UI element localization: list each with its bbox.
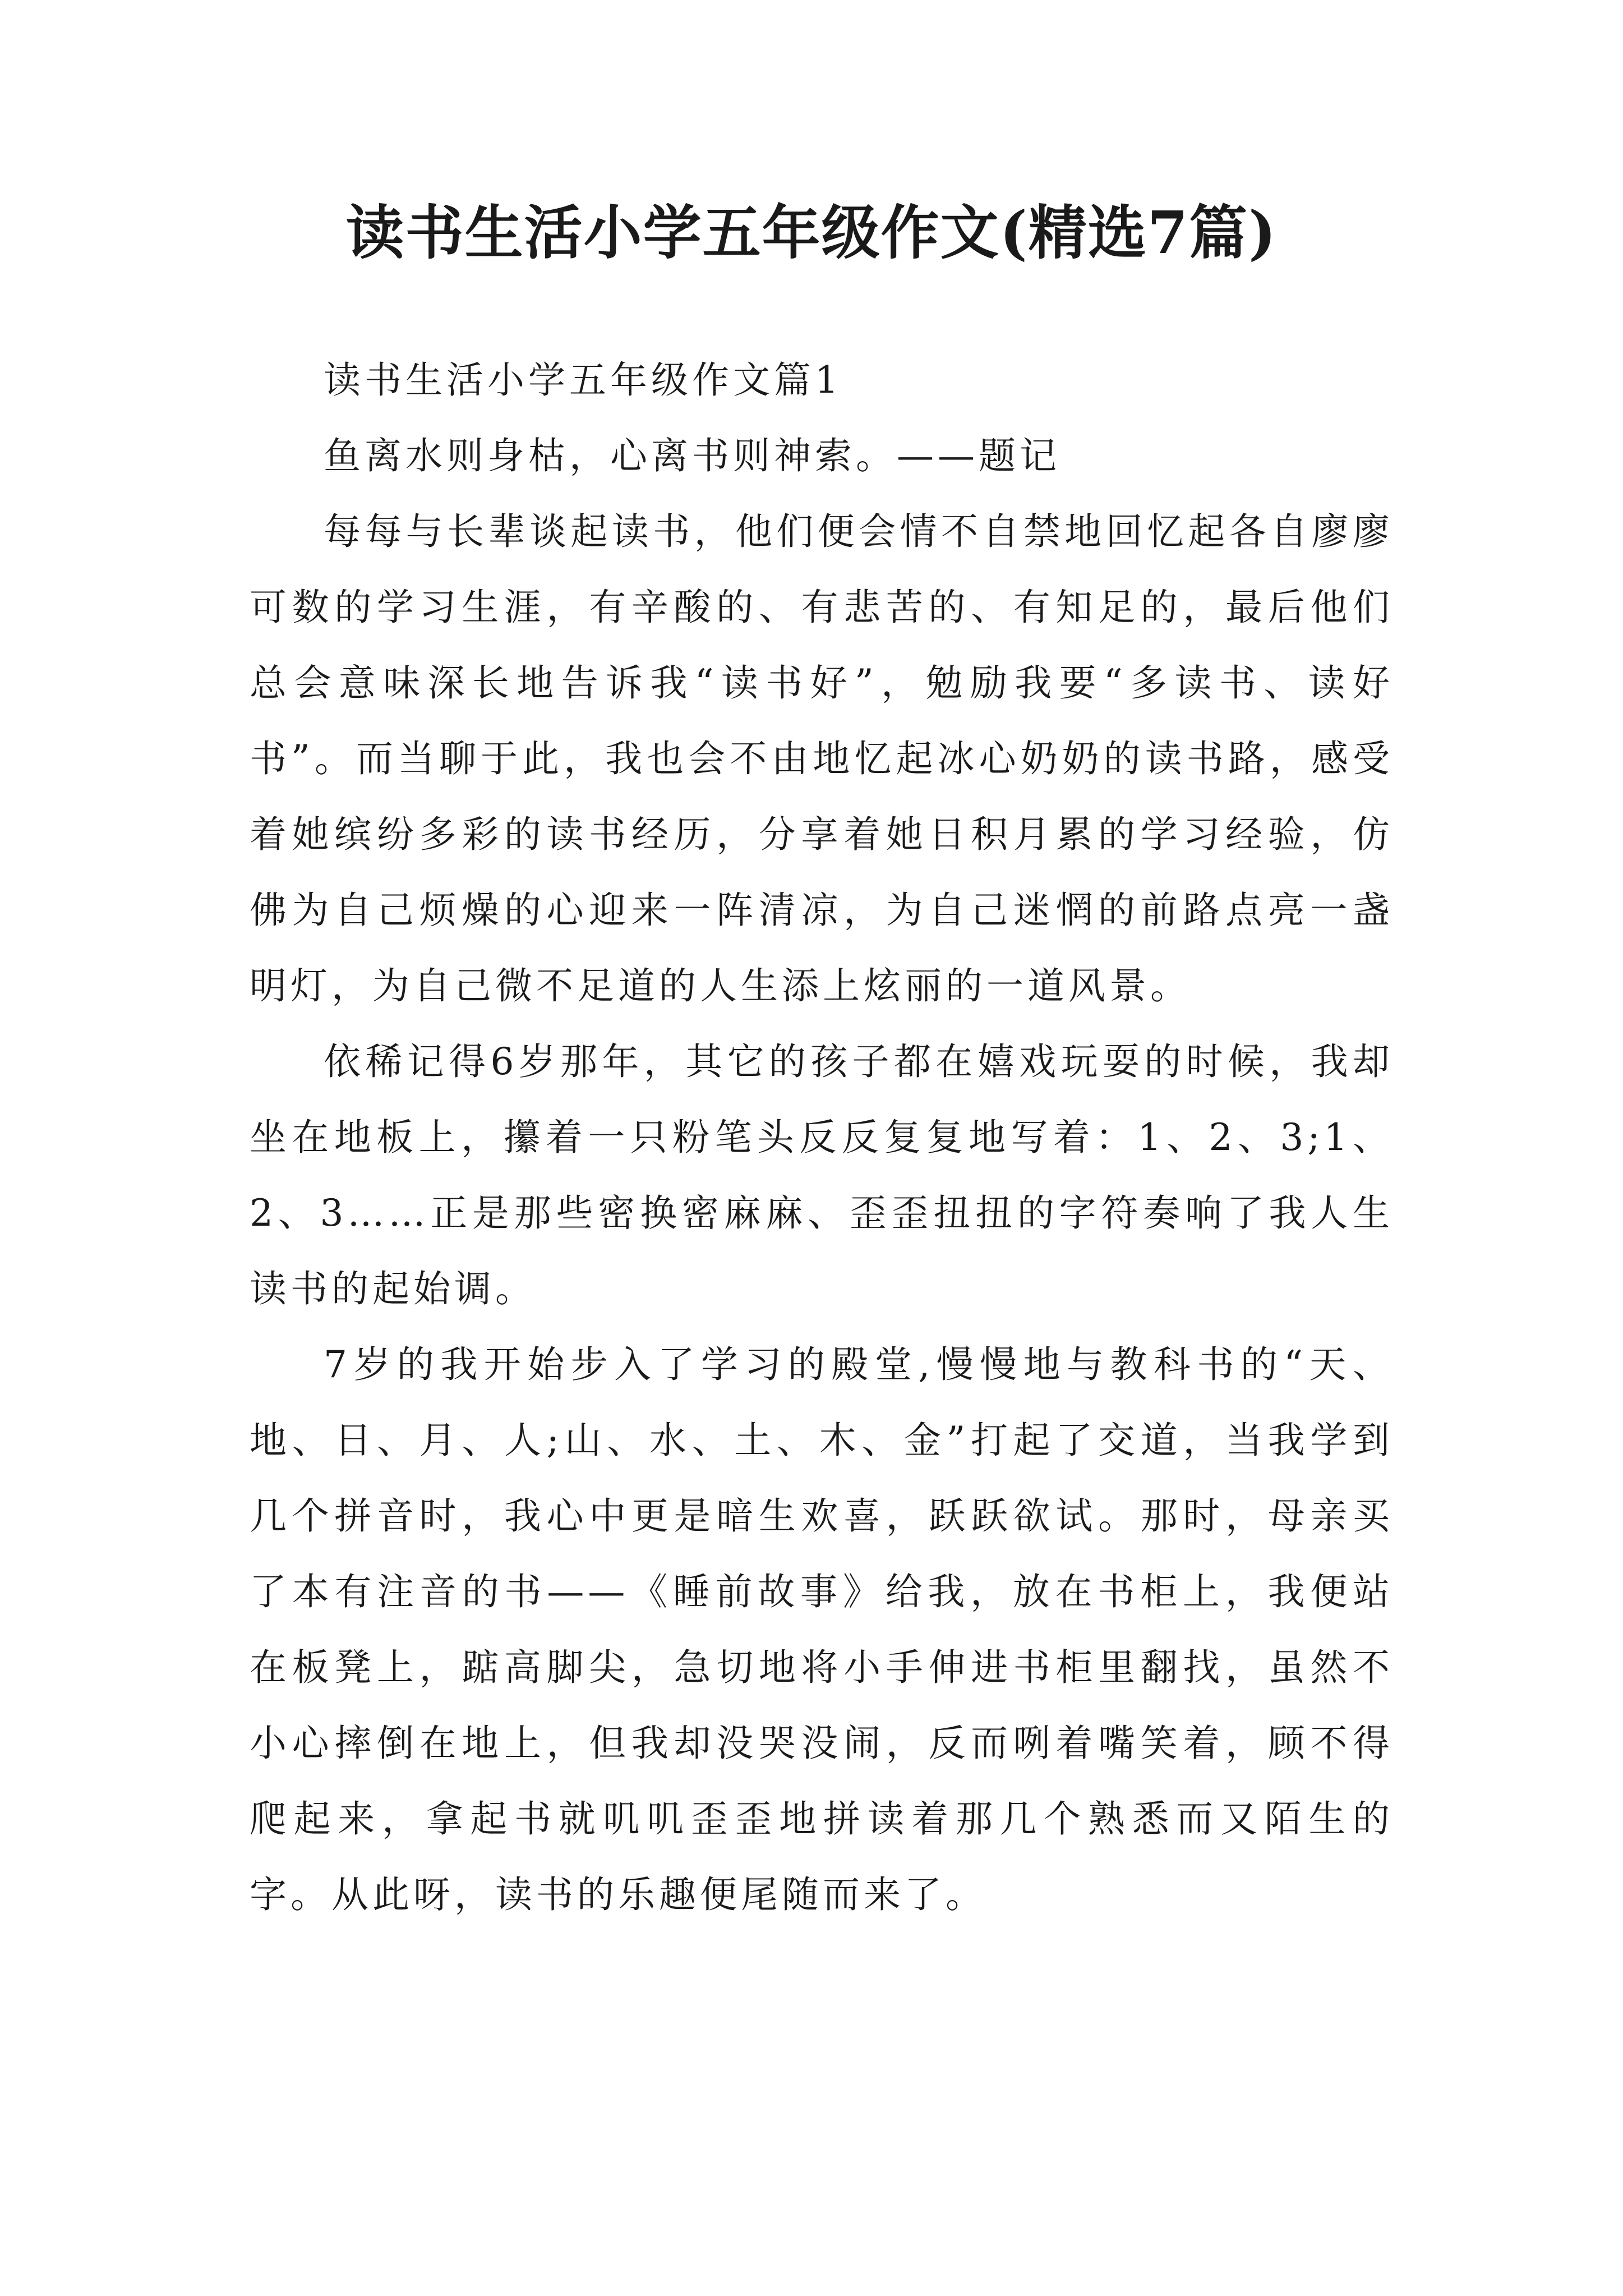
paragraph: 依稀记得6岁那年，其它的孩子都在嬉戏玩耍的时候，我却坐在地板上，攥着一只粉笔头反反复复地写着：1、2、3;1、2、3……正是那些密换密麻麻、歪歪扭扭的字符奏响了我人生读书的起始调。 bbox=[250, 1040, 1394, 1310]
paragraph: 7岁的我开始步入了学习的殿堂,慢慢地与教科书的“天、地、日、月、人;山、水、土、木、金”打起了交道，当我学到几个拼音时，我心中更是暗生欢喜，跃跃欲试。那时，母亲买了本有注音的书——《睡前故事》给我，放在书柜上，我便站在板凳上，踮高脚尖，急切地将小手伸进书柜里翻找，虽然不小心摔倒在地上，但我却没哭没闹，反而咧着嘴笑着，顾不得爬起来，拿起书就叽叽歪歪地拼读着那几个熟悉而又陌生的字。从此呀，读书的乐趣便尾随而来了。 bbox=[250, 1343, 1394, 1916]
epigraph: 鱼离水则身枯，心离书则神索。——题记 bbox=[324, 434, 1061, 477]
document-body bbox=[250, 342, 1394, 1932]
paragraph: 每每与长辈谈起读书，他们便会情不自禁地回忆起各自廖廖可数的学习生涯，有辛酸的、有悲苦的、有知足的，最后他们总会意味深长地告诉我“读书好”，勉励我要“多读书、读好书”。而当聊于此，我也会不由地忆起冰心奶奶的读书路，感受着她缤纷多彩的读书经历，分享着她日积月累的学习经验，仿佛为自己烦燥的心迎来一阵清凉，为自己迷惘的前路点亮一盏明灯，为自己微不足道的人生添上炫丽的一道风景。 bbox=[250, 510, 1394, 1007]
document-title: 读书生活小学五年级作文(精选7篇) bbox=[345, 198, 1278, 267]
section-heading: 读书生活小学五年级作文篇1 bbox=[324, 358, 842, 402]
